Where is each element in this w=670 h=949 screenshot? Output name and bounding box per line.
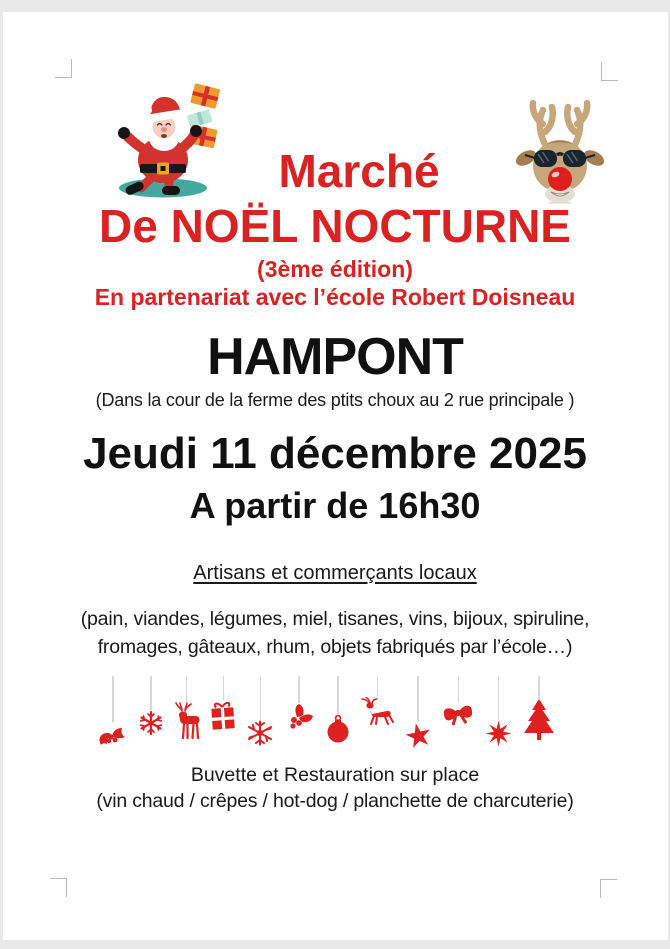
food-detail: (vin chaud / crêpes / hot-dog / planchette de charcuterie) [96, 790, 574, 812]
crop-mark-bottom-left [50, 878, 67, 897]
location-title: HAMPONT [207, 328, 463, 386]
deer-icon [174, 676, 200, 740]
snowflake-icon [138, 676, 164, 736]
crop-mark-top-left [55, 59, 72, 78]
holly-berries-icon [283, 676, 315, 731]
event-date: Jeudi 11 décembre 2025 [83, 429, 587, 478]
event-time: A partir de 16h30 [189, 485, 481, 526]
vendors-heading: Artisans et commerçants locaux [193, 562, 477, 584]
christmas-tree-icon [522, 676, 556, 741]
vendors-detail-line1: (pain, viandes, légumes, miel, tisanes, vins, bijoux, spiruline, [80, 608, 590, 630]
bow-icon [441, 676, 475, 726]
starburst-icon [485, 676, 512, 747]
christmas-garland [98, 676, 556, 760]
poster-title-line2: De NOËL NOCTURNE [99, 200, 571, 252]
holly-icon [98, 676, 128, 748]
crop-mark-bottom-right [600, 879, 617, 898]
scan-edge-bottom [0, 940, 670, 949]
gift-icon [209, 676, 237, 731]
scan-edge-top [0, 0, 670, 12]
edition-subtitle: (3ème édition) [257, 256, 413, 282]
vendors-detail [0, 605, 670, 661]
food-heading: Buvette et Restauration sur place [190, 764, 480, 786]
poster-title-line1: Marché [278, 145, 440, 197]
leaping-deer-icon [361, 676, 395, 725]
star-icon [405, 676, 432, 749]
partnership-line: En partenariat avec l’école Robert Doisneau [94, 284, 576, 310]
snowflake-icon [247, 676, 273, 746]
scan-edge-left [0, 0, 3, 949]
location-detail: (Dans la cour de la ferme des ptits choux au 2 rue principale ) [95, 390, 575, 410]
bauble-icon [325, 676, 351, 743]
vendors-detail-line2: fromages, gâteaux, rhum, objets fabriqués par l’école…) [97, 636, 573, 658]
crop-mark-top-right [601, 62, 618, 81]
